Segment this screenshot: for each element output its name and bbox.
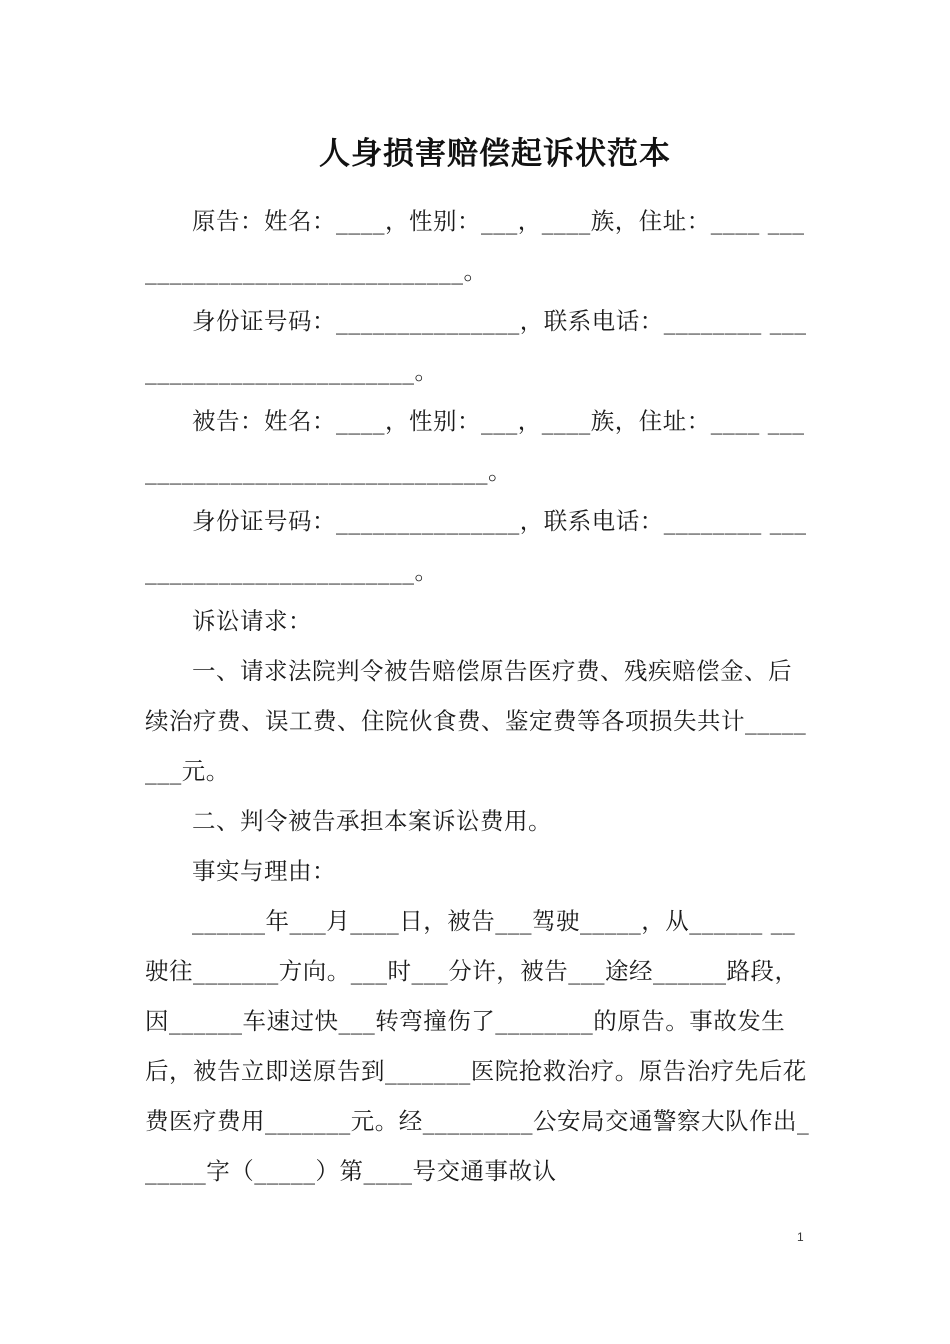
document-body [145, 196, 810, 1196]
plaintiff-name-line: 原告：姓名：____，性别：___，____族，住址：____ _____________________________。 [145, 207, 805, 285]
defendant-id-line: 身份证号码：_______________，联系电话：________ _________________________。 [145, 507, 807, 585]
claim-item-2: 二、判令被告承担本案诉讼费用。 [192, 807, 552, 835]
document-title: 人身损害赔偿起诉状范本 [319, 136, 671, 172]
claims-heading: 诉讼请求： [192, 607, 312, 635]
plaintiff-id-line: 身份证号码：_______________，联系电话：________ _________________________。 [145, 307, 807, 385]
facts-paragraph: ______年___月____日，被告___驾驶_____，从______ __驶往_______方向。___时___分许，被告___途经______路段，因______车速过快___转弯撞伤了________的原告。事故发生后，被告立即送原告到_______医院抢救治疗。原告治疗先后花费医疗费用_______元。经_________公安局交通警察大队作出______字（_____）第____号交通事故认 [145, 907, 810, 1185]
page-number: 1 [797, 1230, 804, 1244]
claim-item-1: 一、请求法院判令被告赔偿原告医疗费、残疾赔偿金、后续治疗费、误工费、住院伙食费、鉴定费等各项损失共计________元。 [145, 657, 807, 785]
defendant-name-line: 被告：姓名：____，性别：___，____族，住址：____ _______________________________。 [145, 407, 805, 485]
facts-heading: 事实与理由： [192, 857, 336, 885]
